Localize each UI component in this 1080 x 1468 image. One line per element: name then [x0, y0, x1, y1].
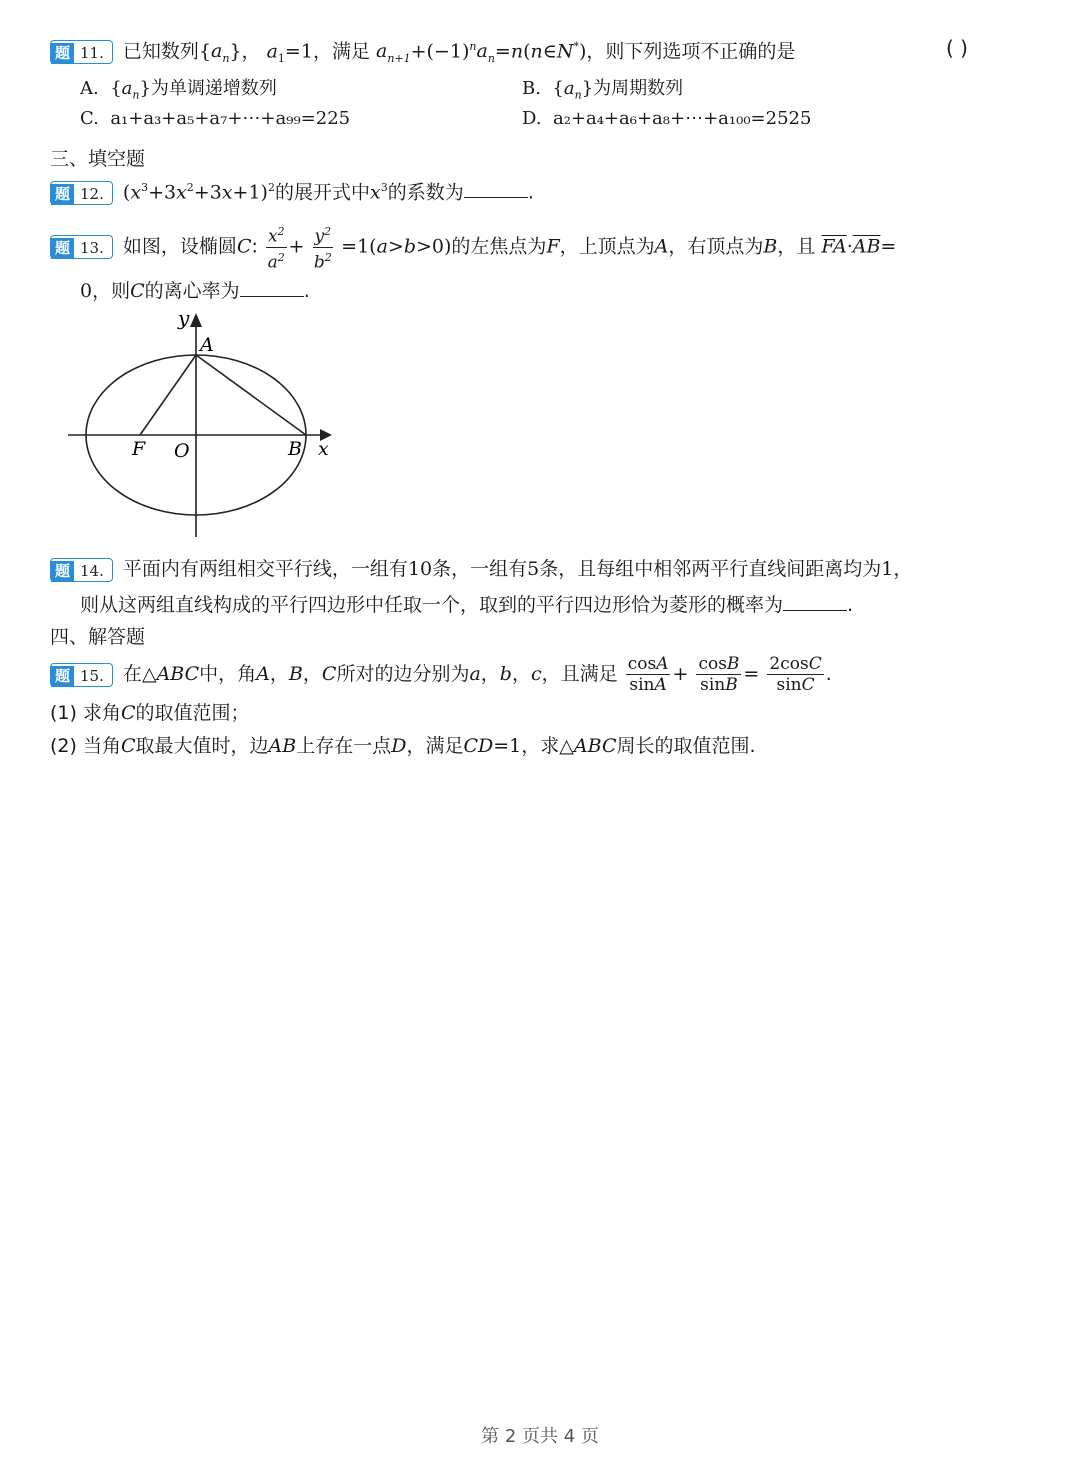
- q14-badge: 题 14.: [50, 558, 113, 582]
- q11-option-c: C. a₁+a₃+a₅+a₇+⋯+a₉₉=225: [80, 108, 351, 129]
- q12-stem: 题 12. $(x^3+3x^2+3x+1)^2$的展开式中$x^3$的系数为 .: [50, 175, 534, 205]
- q11-option-a: A. $\{a_n\}$为单调递增数列: [80, 78, 277, 102]
- q13-stem-cont: 0，则C的离心率为 .: [80, 280, 310, 302]
- segment-ab: [196, 355, 306, 435]
- page-footer: 第 2 页共 4 页: [481, 1426, 599, 1447]
- section-fill-in: 三、填空题: [50, 148, 146, 170]
- label-b: B: [288, 438, 302, 460]
- q13-stem: 题 13. 如图，设椭圆C: $\frac{x^2}{a^2}$ + $\frac{y^2}{b^2}$ =1(a>b>0)的左焦点为F，上顶点为A，右顶点为B，且 $\overline{FA}\cdot\overline{AB}=$: [50, 222, 896, 272]
- label-f: F: [132, 438, 146, 460]
- q13-answer-blank[interactable]: [240, 278, 304, 297]
- q15-part1: (1) 求角C的取值范围；: [50, 702, 250, 724]
- segment-fa: [140, 355, 196, 435]
- q14-stem: 题 14. 平面内有两组相交平行线，一组有10条，一组有5条，且每组中相邻两平行直线间距离均为1，: [50, 556, 912, 582]
- q15-stem: 题 15. 在△ABC中，角A，B，C所对的边分别为a，b，c，且满足 $\frac{\cos A}{\sin A}$ + $\frac{\cos B}{\sin B}$ = $\frac{2\cos C}{\sin C}$ .: [50, 652, 832, 696]
- q11-option-d: D. a₂+a₄+a₆+a₈+⋯+a₁₀₀=2525: [522, 108, 812, 129]
- label-x: x: [318, 438, 329, 460]
- q14-answer-blank[interactable]: [783, 592, 847, 611]
- label-o: O: [174, 440, 190, 462]
- q15-part2: (2) 当角C取最大值时，边AB上存在一点D，满足CD=1，求△ABC周长的取值范围.: [50, 735, 756, 757]
- section-answer: 四、解答题: [50, 626, 146, 648]
- q15-badge: 题 15.: [50, 663, 113, 687]
- q11-option-b: B. $\{a_n\}$为周期数列: [522, 78, 684, 102]
- q11-stem: 题 11. 已知数列$\{a_n\}$， $a_1=1$，满足 $a_{n+1}+(-1)^na_n=n(n\in N^*)$，则下列选项不正确的是: [50, 34, 795, 72]
- q12-answer-blank[interactable]: [464, 179, 528, 198]
- label-a: A: [200, 334, 214, 356]
- q14-stem-cont: 则从这两组直线构成的平行四边形中任取一个，取到的平行四边形恰为菱形的概率为 .: [80, 594, 854, 616]
- q11-answer-paren: ( ): [946, 36, 968, 60]
- q13-ellipse-figure: [60, 305, 350, 545]
- q13-badge: 题 13.: [50, 235, 113, 259]
- q11-badge: 题 11.: [50, 40, 113, 64]
- label-y: y: [178, 306, 190, 330]
- q12-badge: 题 12.: [50, 181, 113, 205]
- y-axis-arrow: [190, 313, 202, 327]
